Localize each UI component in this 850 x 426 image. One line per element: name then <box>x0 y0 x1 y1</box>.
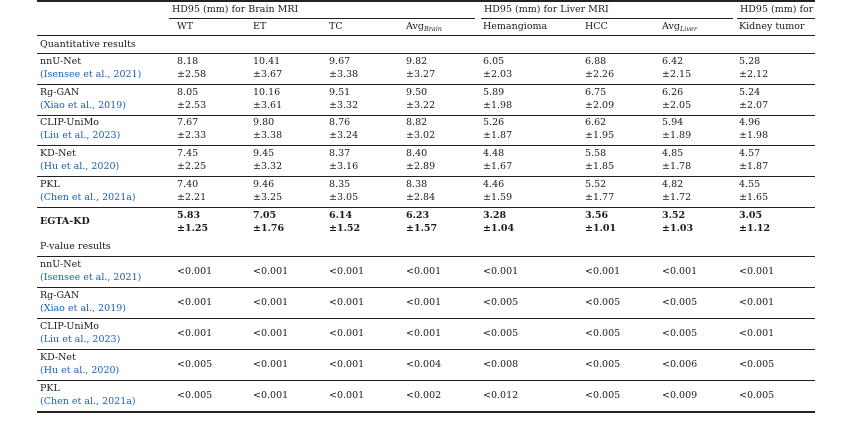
mean-value: 7.45 <box>177 148 199 159</box>
mean-value: 8.76 <box>329 117 351 128</box>
std-value: ±1.85 <box>585 161 615 172</box>
std-value: ±2.21 <box>177 192 207 203</box>
std-value: ±1.03 <box>662 223 694 234</box>
row-rule <box>37 318 815 319</box>
p-value: <0.005 <box>585 328 621 339</box>
std-value: ±2.05 <box>662 100 692 111</box>
mean-value: 5.24 <box>739 87 761 98</box>
mean-value: 3.52 <box>662 210 686 221</box>
mean-value: 9.46 <box>253 179 275 190</box>
header-bottom-rule <box>37 35 815 36</box>
std-value: ±1.76 <box>253 223 285 234</box>
mean-value: 5.26 <box>483 117 505 128</box>
p-value: <0.001 <box>253 266 289 277</box>
row-rule <box>37 84 815 85</box>
std-value: ±2.84 <box>406 192 436 203</box>
kidney-group-header: HD95 (mm) for <box>740 4 814 15</box>
p-value: <0.004 <box>406 359 442 370</box>
row-rule <box>37 349 815 350</box>
std-value: ±3.67 <box>253 69 283 80</box>
p-value: <0.001 <box>329 390 365 401</box>
std-value: ±1.98 <box>739 130 769 141</box>
std-value: ±1.12 <box>739 223 771 234</box>
p-value: <0.005 <box>739 359 775 370</box>
method-citation: (Isensee et al., 2021) <box>40 272 142 283</box>
col-et: ET <box>253 21 267 32</box>
p-value: <0.008 <box>483 359 519 370</box>
p-value: <0.009 <box>662 390 698 401</box>
section-rule-quant <box>37 53 815 54</box>
p-value: <0.005 <box>585 297 621 308</box>
p-value: <0.005 <box>585 390 621 401</box>
std-value: ±3.61 <box>253 100 283 111</box>
group-rule-liver <box>481 18 733 19</box>
mean-value: 5.28 <box>739 56 761 67</box>
method-citation: (Chen et al., 2021a) <box>40 396 136 407</box>
std-value: ±1.77 <box>585 192 615 203</box>
std-value: ±1.52 <box>329 223 361 234</box>
p-value: <0.001 <box>329 359 365 370</box>
p-value: <0.001 <box>177 328 213 339</box>
mean-value: 9.50 <box>406 87 428 98</box>
p-value: <0.001 <box>177 297 213 308</box>
mean-value: 5.52 <box>585 179 607 190</box>
std-value: ±2.09 <box>585 100 615 111</box>
mean-value: 10.16 <box>253 87 281 98</box>
p-value: <0.005 <box>177 359 213 370</box>
method-citation: (Liu et al., 2023) <box>40 130 121 141</box>
mean-value: 7.40 <box>177 179 199 190</box>
std-value: ±3.27 <box>406 69 436 80</box>
method-name: EGTA-KD <box>40 216 90 227</box>
row-rule <box>37 380 815 381</box>
mean-value: 9.80 <box>253 117 275 128</box>
std-value: ±3.32 <box>253 161 283 172</box>
mean-value: 10.41 <box>253 56 281 67</box>
p-value: <0.012 <box>483 390 519 401</box>
mean-value: 8.38 <box>406 179 428 190</box>
std-value: ±2.33 <box>177 130 207 141</box>
std-value: ±2.07 <box>739 100 769 111</box>
method-name: PKL <box>40 383 60 394</box>
mean-value: 4.96 <box>739 117 761 128</box>
std-value: ±2.89 <box>406 161 436 172</box>
method-name: nnU-Net <box>40 259 82 270</box>
method-citation: (Hu et al., 2020) <box>40 161 120 172</box>
mean-value: 8.40 <box>406 148 428 159</box>
std-value: ±1.98 <box>483 100 513 111</box>
mean-value: 8.18 <box>177 56 199 67</box>
mean-value: 6.05 <box>483 56 505 67</box>
row-rule <box>37 207 815 208</box>
std-value: ±3.02 <box>406 130 436 141</box>
col-tc: TC <box>329 21 343 32</box>
mean-value: 8.35 <box>329 179 351 190</box>
method-name: Rg-GAN <box>40 87 80 98</box>
std-value: ±1.01 <box>585 223 617 234</box>
method-citation: (Liu et al., 2023) <box>40 334 121 345</box>
p-value: <0.001 <box>253 328 289 339</box>
brain-group-header: HD95 (mm) for Brain MRI <box>172 4 299 15</box>
mean-value: 8.37 <box>329 148 351 159</box>
p-value: <0.001 <box>739 266 775 277</box>
std-value: ±3.24 <box>329 130 359 141</box>
std-value: ±1.65 <box>739 192 769 203</box>
col-kidney: Kidney tumor <box>739 21 805 32</box>
method-name: CLIP-UniMo <box>40 321 100 332</box>
mean-value: 8.82 <box>406 117 428 128</box>
p-value: <0.005 <box>177 390 213 401</box>
std-value: ±3.38 <box>329 69 359 80</box>
p-value: <0.001 <box>329 266 365 277</box>
row-rule <box>37 145 815 146</box>
col-hcc: HCC <box>585 21 608 32</box>
std-value: ±1.89 <box>662 130 692 141</box>
mean-value: 6.42 <box>662 56 684 67</box>
p-value: <0.001 <box>739 297 775 308</box>
mean-value: 3.56 <box>585 210 609 221</box>
group-rule-brain <box>169 18 475 19</box>
mean-value: 3.05 <box>739 210 763 221</box>
mean-value: 6.14 <box>329 210 353 221</box>
bottom-rule <box>37 411 815 413</box>
std-value: ±3.25 <box>253 192 283 203</box>
method-name: nnU-Net <box>40 56 82 67</box>
mean-value: 4.55 <box>739 179 761 190</box>
mean-value: 6.23 <box>406 210 430 221</box>
results-table <box>37 0 815 426</box>
mean-value: 5.94 <box>662 117 684 128</box>
std-value: ±3.32 <box>329 100 359 111</box>
p-value: <0.005 <box>662 328 698 339</box>
p-value: <0.001 <box>253 297 289 308</box>
p-value: <0.005 <box>662 297 698 308</box>
row-rule <box>37 115 815 116</box>
std-value: ±2.03 <box>483 69 513 80</box>
p-value: <0.001 <box>483 266 519 277</box>
mean-value: 5.89 <box>483 87 505 98</box>
section-label-quant: Quantitative results <box>40 39 136 50</box>
mean-value: 8.05 <box>177 87 199 98</box>
method-citation: (Hu et al., 2020) <box>40 365 120 376</box>
p-value: <0.001 <box>253 390 289 401</box>
row-rule <box>37 287 815 288</box>
row-rule <box>37 176 815 177</box>
mean-value: 9.82 <box>406 56 428 67</box>
mean-value: 3.28 <box>483 210 507 221</box>
p-value: <0.005 <box>483 297 519 308</box>
p-value: <0.001 <box>662 266 698 277</box>
p-value: <0.005 <box>585 359 621 370</box>
std-value: ±2.58 <box>177 69 207 80</box>
mean-value: 5.58 <box>585 148 607 159</box>
mean-value: 7.67 <box>177 117 199 128</box>
std-value: ±1.72 <box>662 192 692 203</box>
method-name: KD-Net <box>40 148 76 159</box>
mean-value: 6.88 <box>585 56 607 67</box>
std-value: ±1.95 <box>585 130 615 141</box>
p-value: <0.001 <box>739 328 775 339</box>
method-name: KD-Net <box>40 352 76 363</box>
mean-value: 5.83 <box>177 210 201 221</box>
mean-value: 6.62 <box>585 117 607 128</box>
p-value: <0.001 <box>406 266 442 277</box>
top-rule <box>37 0 815 2</box>
mean-value: 9.67 <box>329 56 351 67</box>
method-name: Rg-GAN <box>40 290 80 301</box>
mean-value: 4.57 <box>739 148 761 159</box>
std-value: ±1.67 <box>483 161 513 172</box>
std-value: ±2.53 <box>177 100 207 111</box>
p-value: <0.001 <box>329 328 365 339</box>
mean-value: 6.75 <box>585 87 607 98</box>
std-value: ±2.12 <box>739 69 769 80</box>
method-name: CLIP-UniMo <box>40 117 100 128</box>
std-value: ±2.15 <box>662 69 692 80</box>
p-value: <0.001 <box>406 297 442 308</box>
std-value: ±3.38 <box>253 130 283 141</box>
std-value: ±2.25 <box>177 161 207 172</box>
std-value: ±2.26 <box>585 69 615 80</box>
method-citation: (Chen et al., 2021a) <box>40 192 136 203</box>
col-avg-liver: Avg$_{Liver}$ <box>662 21 697 33</box>
p-value: <0.001 <box>253 359 289 370</box>
p-value: <0.006 <box>662 359 698 370</box>
std-value: ±1.87 <box>483 130 513 141</box>
liver-group-header: HD95 (mm) for Liver MRI <box>484 4 609 15</box>
mean-value: 4.85 <box>662 148 684 159</box>
p-value: <0.001 <box>406 328 442 339</box>
std-value: ±3.16 <box>329 161 359 172</box>
mean-value: 7.05 <box>253 210 277 221</box>
col-avg-brain: Avg$_{Brain}$ <box>406 21 442 33</box>
section-rule-pval <box>37 256 815 257</box>
p-value: <0.005 <box>483 328 519 339</box>
mean-value: 9.45 <box>253 148 275 159</box>
mean-value: 4.46 <box>483 179 505 190</box>
std-value: ±1.59 <box>483 192 513 203</box>
method-name: PKL <box>40 179 60 190</box>
std-value: ±1.87 <box>739 161 769 172</box>
p-value: <0.005 <box>739 390 775 401</box>
p-value: <0.001 <box>177 266 213 277</box>
std-value: ±1.57 <box>406 223 438 234</box>
mean-value: 4.48 <box>483 148 505 159</box>
col-wt: WT <box>177 21 194 32</box>
mean-value: 6.26 <box>662 87 684 98</box>
p-value: <0.001 <box>329 297 365 308</box>
std-value: ±3.22 <box>406 100 436 111</box>
section-label-pval: P-value results <box>40 241 111 252</box>
method-citation: (Xiao et al., 2019) <box>40 100 127 111</box>
std-value: ±1.25 <box>177 223 209 234</box>
method-citation: (Xiao et al., 2019) <box>40 303 127 314</box>
method-citation: (Isensee et al., 2021) <box>40 69 142 80</box>
mean-value: 9.51 <box>329 87 351 98</box>
std-value: ±1.04 <box>483 223 515 234</box>
group-rule-kidney <box>737 18 815 19</box>
std-value: ±3.05 <box>329 192 359 203</box>
p-value: <0.001 <box>585 266 621 277</box>
p-value: <0.002 <box>406 390 442 401</box>
col-hemangioma: Hemangioma <box>483 21 548 32</box>
std-value: ±1.78 <box>662 161 692 172</box>
mean-value: 4.82 <box>662 179 684 190</box>
